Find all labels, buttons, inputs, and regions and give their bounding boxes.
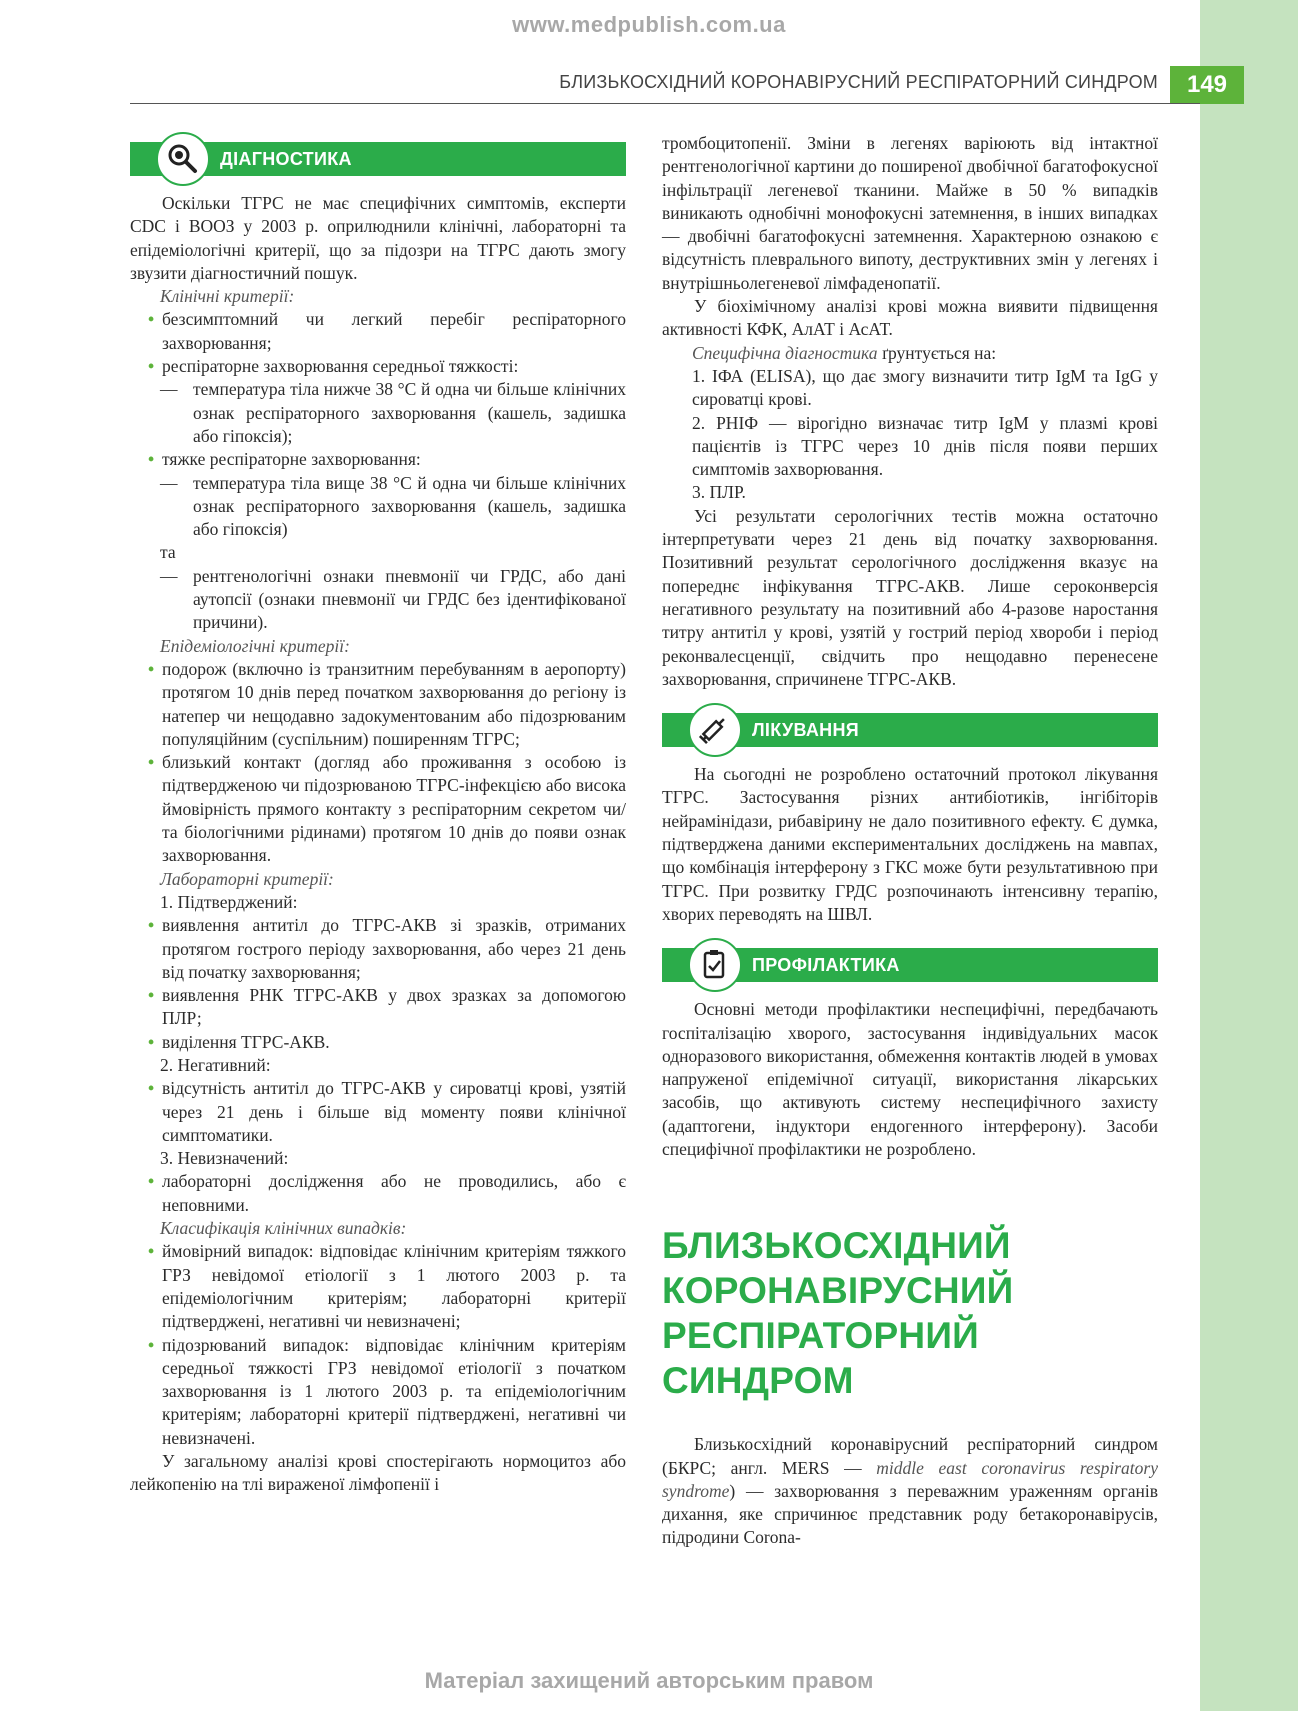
- italic-term: middle east coronavirus respiratory syndrome: [662, 1457, 1158, 1501]
- subheading: Епідеміологічні критерії:: [160, 635, 350, 656]
- numbered-item: 2. Негативний:: [160, 1054, 271, 1075]
- paragraph: Основні методи профілактики неспецифічні, передбачають госпіталізацію хворого, застосування індивідуальних масок одноразового використання, обмеження контактів людей в умовах напруженої епідемічної ситуації, використання лікарських засобів, що активують систему неспецифічного захисту (адаптогени, індуктори ендогенного інтерферону). Засоби специфічної профілактики не розроблено.: [662, 999, 1158, 1159]
- clipboard-check-icon: [688, 938, 742, 992]
- subheading: Класифікація клінічних випадків:: [160, 1218, 407, 1239]
- numbered-item: 3. Невизначений:: [160, 1148, 289, 1169]
- list-item: — температура тіла нижче 38 °С й одна чи більше клінічних ознак респіраторного захворювання (кашель, задишка або гіпоксія);: [130, 378, 626, 448]
- list-item: • безсимптомний чи легкий перебіг респіраторного захворювання;: [130, 308, 626, 355]
- site-url: www.medpublish.com.ua: [512, 12, 786, 37]
- subheading: Клінічні критерії:: [160, 286, 295, 307]
- section-title: ДІАГНОСТИКА: [220, 149, 352, 169]
- text: ) — захворювання з переважним ураженням органів дихання, яке спричинює представник роду бетакоронавірусів, підродини Corona-: [662, 1480, 1158, 1548]
- paragraph: [662, 1433, 1158, 1549]
- text: ґрунтується на:: [877, 342, 997, 363]
- list-item: • виявлення РНК ТГРС-АКВ у двох зразках за допомогою ПЛР;: [130, 984, 626, 1031]
- list-item: • близький контакт (догляд або проживання з особою із підтвердженою чи підозрюваною ТГРС-інфекцією або висока ймовірність прямого контакту з респіраторним секретом чи/та біологічними рідинами) протягом 10 днів до появи ознак захворювання.: [130, 751, 626, 867]
- numbered-item: 1. Підтверджений:: [160, 891, 298, 912]
- section-diagnostics: [130, 142, 626, 176]
- paragraph: Усі результати серологічних тестів можна остаточно інтерпретувати через 21 день від початку захворювання. Позитивний результат серологічного дослідження вказує на попереднє інфікування ТГРС-АКВ. Лише сероконверсія негативного результату на позитивний або 4-разове наростання титру антитіл у крові, узятій у гострий період хвороби і період реконвалесценції, свідчить про нещодавно перенесене захворювання, спричинене ТГРС-АКВ.: [662, 505, 1158, 689]
- list-item: — рентгенологічні ознаки пневмонії чи ГРДС, або дані аутопсії (ознаки пневмонії чи ГРДС без ідентифікованої причини).: [130, 565, 626, 635]
- list-item: • респіраторне захворювання середньої тяжкості:: [130, 355, 626, 378]
- paragraph: Оскільки ТГРС не має специфічних симптомів, експерти CDC і ВООЗ у 2003 р. оприлюднили клінічні, лабораторні та епідеміологічні критерії, що за підозри на ТГРС дають змогу звузити діагностичний пошук.: [130, 193, 626, 283]
- conjunction: та: [160, 542, 176, 563]
- list-item: • підозрюваний випадок: відповідає клінічним критеріям середньої тяжкості ГРЗ невідомої етіології з початком захворювання із 1 лютого 2003 р. та епідеміологічним критеріям; лабораторні критерії підтверджені, негативні чи невизначені.: [130, 1334, 626, 1450]
- chapter-title: БЛИЗЬКОСХІДНИЙ КОРОНАВІРУСНИЙ РЕСПІРАТОРНИЙ СИНДРОМ: [662, 1225, 1014, 1402]
- list-item: — температура тіла вище 38 °С й одна чи більше клінічних ознак респіраторного захворювання (кашель, задишка або гіпоксія): [130, 472, 626, 542]
- italic-term: Специфічна діагностика: [692, 342, 878, 363]
- list-item: • відсутність антитіл до ТГРС-АКВ у сироватці крові, узятій через 21 день і більше від моменту появи клінічної симптоматики.: [130, 1077, 626, 1147]
- syringe-icon: [688, 703, 742, 757]
- list-item: • виявлення антитіл до ТГРС-АКВ зі зразків, отриманих протягом гострого періоду захворювання, або через 21 день від початку захворювання;: [130, 914, 626, 984]
- list-item: • виділення ТГРС-АКВ.: [130, 1031, 626, 1054]
- paragraph: [662, 342, 1158, 365]
- numbered-item: [662, 365, 1158, 412]
- header-rule: [130, 103, 1200, 104]
- section-prevention: [662, 948, 1158, 982]
- side-rail: [1200, 0, 1298, 1711]
- section-title: ПРОФІЛАКТИКА: [752, 955, 900, 976]
- paragraph: На сьогодні не розроблено остаточний протокол лікування ТГРС. Застосування різних антибіотиків, інгібіторів нейрамінідази, рибавірину не дало позитивного ефекту. Є думка, підтверджена даними експериментальних досліджень на мавпах, що комбінація інтерферону з ГКС може бути результативною при ТГРС. При розвитку ГРДС розпочинають інтенсивну терапію, хворих переводять на ШВЛ.: [662, 764, 1158, 924]
- paragraph: У загальному аналізі крові спостерігають нормоцитоз або лейкопенію на тлі вираженої лімфопенії і: [130, 1451, 626, 1495]
- text: 1. ІФА (ELISA), що дає змогу визначити титр IgM та IgG у сироватці крові.: [692, 365, 1158, 410]
- paragraph: тромбоцитопенії. Зміни в легенях варіюють від інтактної рентгенологічної картини до поширеної двобічної багатофокусної інфільтрації легеневої тканини. Майже в 50 % випадків виникають однобічні монофокусні затемнення, в інших випадках — двобічні багатофокусні затемнення. Характерною ознакою є відсутність плеврального випоту, деструктивних змін у легенях і внутрішньолегеневої лімфаденопатії.: [662, 133, 1158, 293]
- right-column: [662, 132, 1158, 1550]
- magnifier-virus-icon: [156, 132, 210, 186]
- section-title: ЛІКУВАННЯ: [752, 720, 859, 741]
- numbered-item: 3. ПЛР.: [692, 482, 746, 503]
- text: Близькосхідний коронавірусний респіраторний синдром (БКРС; англ. MERS —: [662, 1434, 1158, 1478]
- subheading: Лабораторні критерії:: [160, 868, 334, 889]
- list-item: • лабораторні дослідження або не проводились, або є неповними.: [130, 1170, 626, 1217]
- numbered-item: [662, 412, 1158, 482]
- paragraph: У біохімічному аналізі крові можна виявити підвищення активності КФК, АлАТ і АсАТ.: [662, 296, 1158, 340]
- text: 2. РНІФ — вірогідно визначає титр IgM у плазмі крові пацієнтів із ТГРС через 10 днів після появи перших симптомів захворювання.: [692, 412, 1158, 480]
- list-item: • подорож (включно із транзитним перебуванням в аеропорту) протягом 10 днів перед початком захворювання до регіону із натепер чи нещодавно задокументованим або підозрюваним популяційним (суспільним) поширенням ТГРС;: [130, 658, 626, 751]
- copyright-footer: Матеріал захищений авторським правом: [424, 1668, 874, 1693]
- list-item: • тяжке респіраторне захворювання:: [130, 448, 626, 471]
- list-item: • ймовірний випадок: відповідає клінічним критеріям тяжкого ГРЗ невідомої етіології з 1 лютого 2003 р. та епідеміологічним критеріям; лабораторні критерії підтверджені, негативні чи невизначені;: [130, 1240, 626, 1333]
- section-treatment: [662, 713, 1158, 747]
- page-number: 149: [1170, 66, 1244, 104]
- left-column: [130, 142, 626, 1497]
- running-header: БЛИЗЬКОСХІДНИЙ КОРОНАВІРУСНИЙ РЕСПІРАТОРНИЙ СИНДРОМ: [559, 72, 1158, 92]
